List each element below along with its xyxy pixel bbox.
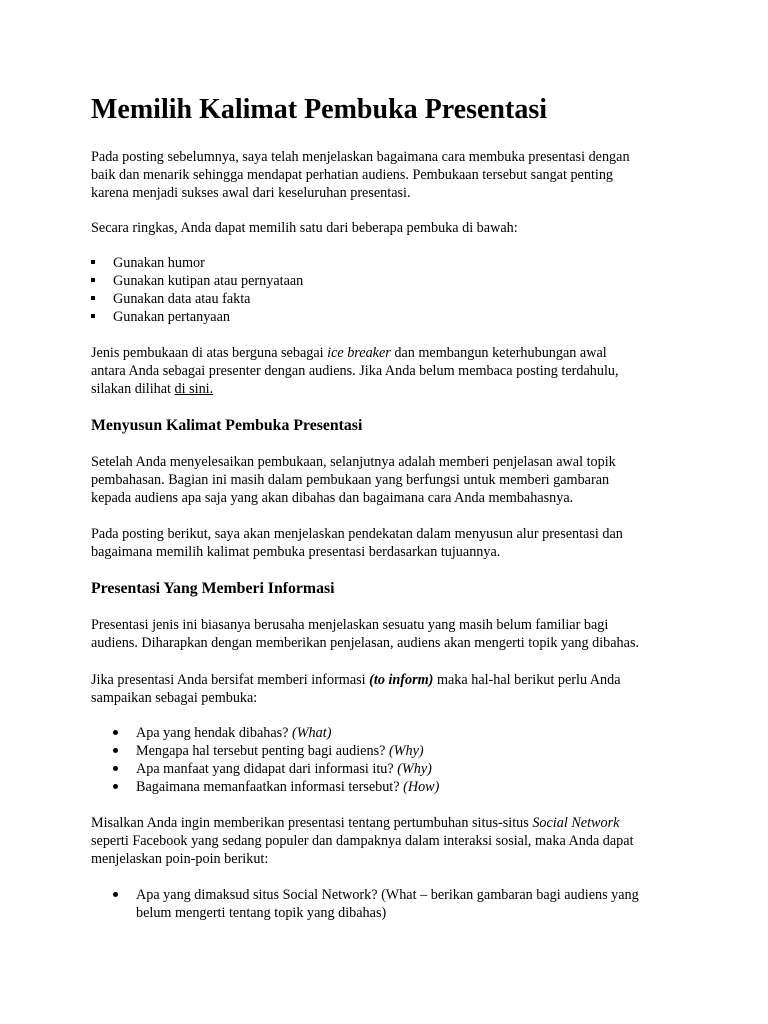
disc-bullet-icon bbox=[113, 892, 118, 897]
section1-paragraph-2: Pada posting berikut, saya akan menjelaskan pendekatan dalam menyusun alur presentasi dan bagaimana memilih kalimat pembuka presentasi berdasarkan tujuannya. bbox=[91, 526, 623, 560]
list-item: Apa manfaat yang didapat dari informasi itu? (Why) bbox=[113, 760, 439, 778]
list-item: Bagaimana memanfaatkan informasi tersebut? (How) bbox=[113, 778, 439, 796]
openers-list bbox=[91, 254, 303, 326]
section-heading-informasi: Presentasi Yang Memberi Informasi bbox=[91, 580, 335, 597]
icebreaker-line-1: Jenis pembukaan di atas berguna sebagai ice breaker dan membangun keterhubungan awal bbox=[91, 345, 607, 361]
list-item: Gunakan humor bbox=[91, 254, 303, 272]
intro-line-2: baik dan menarik sehingga mendapat perhatian audiens. Pembukaan tersebut sangat penting bbox=[91, 167, 614, 183]
icebreaker-paragraph bbox=[91, 344, 691, 398]
section2-paragraph-1: Presentasi jenis ini biasanya berusaha menjelaskan sesuatu yang masih belum familiar bagi audiens. Diharapkan dengan memberikan penjelasan, audiens akan mengerti topik yang dibahas. bbox=[91, 617, 640, 651]
square-bullet-icon bbox=[91, 260, 95, 264]
square-bullet-icon bbox=[91, 314, 95, 318]
icebreaker-term: ice breaker bbox=[327, 345, 391, 361]
section2-paragraph-3: Misalkan Anda ingin memberikan presentasi tentang pertumbuhan situs-situs Social Network seperti Facebook yang sedang populer dan dampaknya dalam interaksi sosial, maka Anda dapat menjelaskan poin-poin berikut: bbox=[91, 815, 634, 867]
disc-bullet-icon bbox=[113, 748, 118, 753]
questions-list bbox=[113, 724, 439, 796]
square-bullet-icon bbox=[91, 296, 95, 300]
section-heading-menyusun: Menyusun Kalimat Pembuka Presentasi bbox=[91, 417, 363, 434]
to-inform-term: (to inform) bbox=[369, 672, 434, 688]
page-title: Memilih Kalimat Pembuka Presentasi bbox=[91, 94, 547, 125]
icebreaker-line-2: antara Anda sebagai presenter dengan audiens. Jika Anda belum membaca posting terdahulu, bbox=[91, 363, 619, 379]
intro-paragraph bbox=[91, 148, 691, 202]
list-item: Gunakan kutipan atau pernyataan bbox=[91, 272, 303, 290]
social-network-term: Social Network bbox=[532, 815, 620, 831]
disc-bullet-icon bbox=[113, 784, 118, 789]
icebreaker-line-3: silakan dilihat di sini. bbox=[91, 381, 214, 397]
list-item: Apa yang hendak dibahas? (What) bbox=[113, 724, 439, 742]
list-item: Mengapa hal tersebut penting bagi audiens? (Why) bbox=[113, 742, 439, 760]
summary-paragraph: Secara ringkas, Anda dapat memilih satu dari beberapa pembuka di bawah: bbox=[91, 220, 518, 236]
intro-line-3: karena menjadi sukses awal dari keseluruhan presentasi. bbox=[91, 185, 411, 201]
list-item: Gunakan pertanyaan bbox=[91, 308, 303, 326]
list-item: Gunakan data atau fakta bbox=[91, 290, 303, 308]
section2-paragraph-2: Jika presentasi Anda bersifat memberi informasi (to inform) maka hal-hal berikut perlu Anda sampaikan sebagai pembuka: bbox=[91, 672, 621, 706]
intro-line-1: Pada posting sebelumnya, saya telah menjelaskan bagaimana cara membuka presentasi dengan bbox=[91, 149, 630, 165]
disc-bullet-icon bbox=[113, 730, 118, 735]
points-list bbox=[113, 886, 639, 922]
list-item: Apa yang dimaksud situs Social Network? (What – berikan gambaran bagi audiens yang belum mengerti tentang topik yang dibahas) bbox=[113, 886, 639, 922]
section1-paragraph-1: Setelah Anda menyelesaikan pembukaan, selanjutnya adalah memberi penjelasan awal topik pembahasan. Bagian ini masih dalam pembukaan yang berfungsi untuk memberi gambaran kepada audiens apa saja yang akan dibahas dan bagaimana cara Anda membahasnya. bbox=[91, 454, 616, 506]
square-bullet-icon bbox=[91, 278, 95, 282]
disc-bullet-icon bbox=[113, 766, 118, 771]
previous-post-link[interactable]: di sini. bbox=[174, 381, 214, 397]
